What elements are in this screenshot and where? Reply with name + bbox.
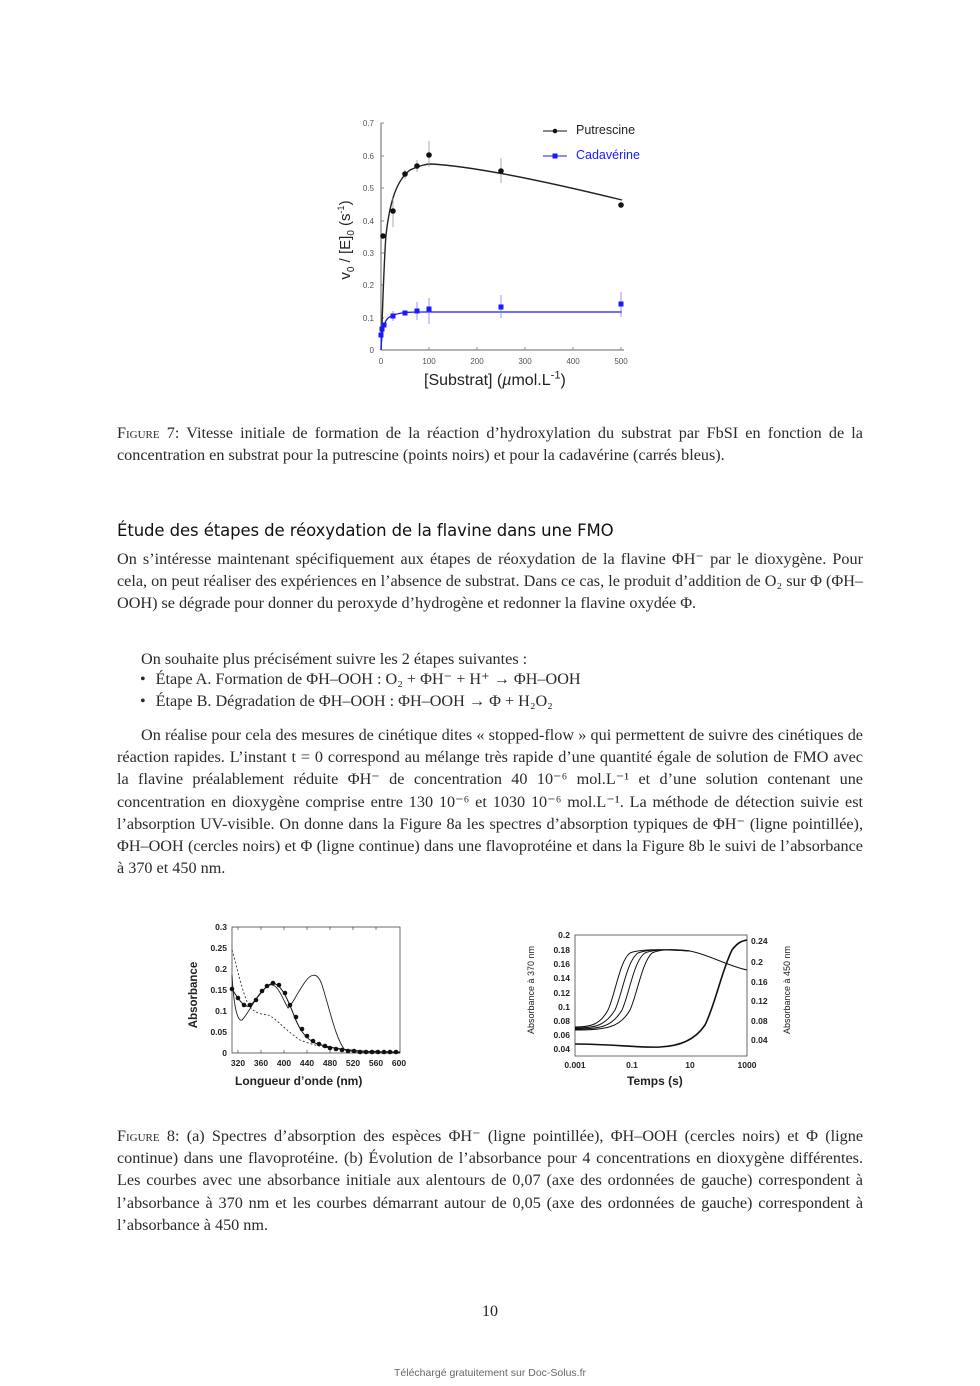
paragraph-2: On souhaite plus précisément suivre les 2 étapes suivantes : bbox=[141, 650, 528, 668]
svg-text:0.15: 0.15 bbox=[210, 985, 227, 995]
svg-text:1000: 1000 bbox=[737, 1060, 757, 1070]
svg-text:0.08: 0.08 bbox=[751, 1016, 768, 1026]
figure-7-caption-text: Vitesse initiale de formation de la réaction d’hydroxylation du substrat par FbSI en fonction de la concentration en substrat pour la putrescine (points noirs) et pour la cadavérine (carrés bleus). bbox=[117, 424, 863, 465]
svg-text:440: 440 bbox=[299, 1058, 315, 1068]
svg-text:Absorbance à 450 nm: Absorbance à 450 nm bbox=[782, 945, 792, 1035]
svg-text:0.2: 0.2 bbox=[751, 957, 763, 967]
svg-text:0.16: 0.16 bbox=[751, 977, 768, 987]
section-heading: Étude des étapes de réoxydation de la flavine dans une FMO bbox=[117, 521, 614, 540]
figure-8a-chart bbox=[180, 915, 420, 1095]
svg-text:0.4: 0.4 bbox=[362, 217, 374, 226]
svg-text:480: 480 bbox=[322, 1058, 338, 1068]
svg-text:0.16: 0.16 bbox=[553, 959, 570, 969]
figure-8a bbox=[180, 915, 420, 1095]
svg-text:360: 360 bbox=[253, 1058, 269, 1068]
svg-text:0: 0 bbox=[378, 357, 384, 366]
step-b: • Étape B. Dégradation de ΦH–OOH : ΦH–OOH → Φ + H₂O₂ bbox=[140, 690, 581, 712]
svg-text:600: 600 bbox=[391, 1058, 407, 1068]
svg-text:0.2: 0.2 bbox=[362, 281, 374, 290]
svg-text:0: 0 bbox=[222, 1048, 227, 1058]
legend-label-putrescine: Putrescine bbox=[576, 123, 636, 137]
svg-text:560: 560 bbox=[368, 1058, 384, 1068]
figure-8-caption bbox=[117, 1125, 863, 1236]
svg-text:520: 520 bbox=[345, 1058, 361, 1068]
svg-text:0.7: 0.7 bbox=[362, 119, 374, 128]
svg-text:400: 400 bbox=[566, 357, 580, 366]
svg-text:0.12: 0.12 bbox=[553, 988, 570, 998]
svg-text:v0 / [E]0 (s-1): $v_0 / [E]_0$ $(s^{-1})$ bbox=[336, 200, 357, 280]
figure-8b-chart bbox=[520, 920, 800, 1095]
step-a: • Étape A. Formation de ΦH–OOH : O₂ + ΦH⁻ + H⁺ → ΦH–OOH bbox=[140, 668, 581, 690]
svg-text:0.24: 0.24 bbox=[751, 936, 768, 946]
svg-text:0.12: 0.12 bbox=[751, 996, 768, 1006]
figure-7-caption-label: Figure 7: bbox=[117, 424, 180, 442]
svg-text:0.04: 0.04 bbox=[751, 1035, 768, 1045]
svg-text:0.06: 0.06 bbox=[553, 1030, 570, 1040]
svg-text:500: 500 bbox=[614, 357, 628, 366]
svg-text:0.1: 0.1 bbox=[558, 1002, 570, 1012]
svg-text:0.3: 0.3 bbox=[362, 249, 374, 258]
svg-text:0.6: 0.6 bbox=[362, 152, 374, 161]
svg-text:0.14: 0.14 bbox=[553, 973, 570, 983]
svg-text:0: 0 bbox=[369, 346, 374, 355]
paragraph-3: On réalise pour cela des mesures de cinétique dites « stopped-flow » qui permettent de suivre des cinétiques de réaction rapides. L’instant t = 0 correspond au mélange très rapide d’une quantité égale de solution de FMO avec la flavine préalablement réduite ΦH⁻ de concentration 40 10⁻⁶ mol.L⁻¹ et d’une solution contenant une concentration en dioxygène comprise entre 130 10⁻⁶ et 1030 10⁻⁶ mol.L⁻¹. La méthode de détection suivie est l’absorption UV-visible. On donne dans la Figure 8a les spectres d’absorption typiques de ΦH⁻ (ligne pointillée), ΦH–OOH (cercles noirs) et Φ (ligne continue) dans une flavoprotéine et dans la Figure 8b le suivi de l’absorbance à 370 et 450 nm. bbox=[117, 726, 863, 878]
svg-text:0.2: 0.2 bbox=[215, 964, 227, 974]
svg-text:0.08: 0.08 bbox=[553, 1016, 570, 1026]
svg-text:0.1: 0.1 bbox=[362, 314, 374, 323]
svg-text:0.25: 0.25 bbox=[210, 943, 227, 953]
legend-label-cadaverine: Cadavérine bbox=[576, 148, 640, 162]
svg-text:0.18: 0.18 bbox=[553, 945, 570, 955]
figure-8-caption-label: Figure 8: bbox=[117, 1127, 180, 1145]
svg-text:10: 10 bbox=[685, 1060, 695, 1070]
svg-text:0.001: 0.001 bbox=[564, 1060, 586, 1070]
svg-text:0.04: 0.04 bbox=[553, 1044, 570, 1054]
figure-8b-xlabel: Temps (s) bbox=[627, 1074, 683, 1088]
svg-text:0.1: 0.1 bbox=[215, 1006, 227, 1016]
svg-text:0.3: 0.3 bbox=[215, 922, 227, 932]
figure-7-xlabel: [Substrat] $(\mu mol.L^{-1})$ bbox=[424, 369, 566, 389]
paragraph-1: On s’intéresse maintenant spécifiquement aux étapes de réoxydation de la flavine ΦH⁻ par le dioxygène. Pour cela, on peut réaliser des expériences en l’absence de substrat. Dans ce cas, le produit d’addition de O₂ sur Φ (ΦH–OOH) se dégrade pour donner du peroxyde d’hydrogène et redonner la flavine oxydée Φ. bbox=[117, 550, 863, 613]
figure-7 bbox=[330, 110, 660, 400]
footer-link[interactable]: Téléchargé gratuitement sur Doc-Solus.fr bbox=[394, 1367, 586, 1379]
figure-8-caption-text: (a) Spectres d’absorption des espèces ΦH⁻ (ligne pointillée), ΦH–OOH (cercles noirs) et Φ (ligne continue) dans une flavoprotéine. (b) Évolution de l’absorbance pour 4 concentrations en dioxygène différentes. Les courbes avec une absorbance initiale aux alentours de 0,07 (axe des ordonnées de gauche) correspondent à l’absorbance à 370 nm et les courbes démarrant autour de 0,05 (axe des ordonnées de gauche) correspondent à l’absorbance à 450 nm. bbox=[117, 1127, 864, 1234]
figure-8a-xlabel: Longueur d’onde (nm) bbox=[235, 1074, 363, 1088]
svg-text:0.1: 0.1 bbox=[626, 1060, 638, 1070]
page-number: 10 bbox=[482, 1303, 498, 1320]
svg-text:0.5: 0.5 bbox=[362, 184, 374, 193]
svg-text:320: 320 bbox=[230, 1058, 246, 1068]
svg-text:400: 400 bbox=[276, 1058, 292, 1068]
figure-7-legend bbox=[543, 129, 567, 159]
svg-text:300: 300 bbox=[518, 357, 532, 366]
svg-text:Absorbance à 370 nm: Absorbance à 370 nm bbox=[526, 945, 536, 1035]
svg-text:0.2: 0.2 bbox=[558, 930, 570, 940]
steps-list bbox=[140, 668, 581, 712]
svg-text:100: 100 bbox=[422, 357, 436, 366]
svg-text:0.05: 0.05 bbox=[210, 1027, 227, 1037]
svg-text:200: 200 bbox=[470, 357, 484, 366]
svg-text:Absorbance: Absorbance bbox=[188, 961, 200, 1029]
figure-7-caption bbox=[117, 422, 863, 466]
figure-8b bbox=[520, 920, 800, 1095]
